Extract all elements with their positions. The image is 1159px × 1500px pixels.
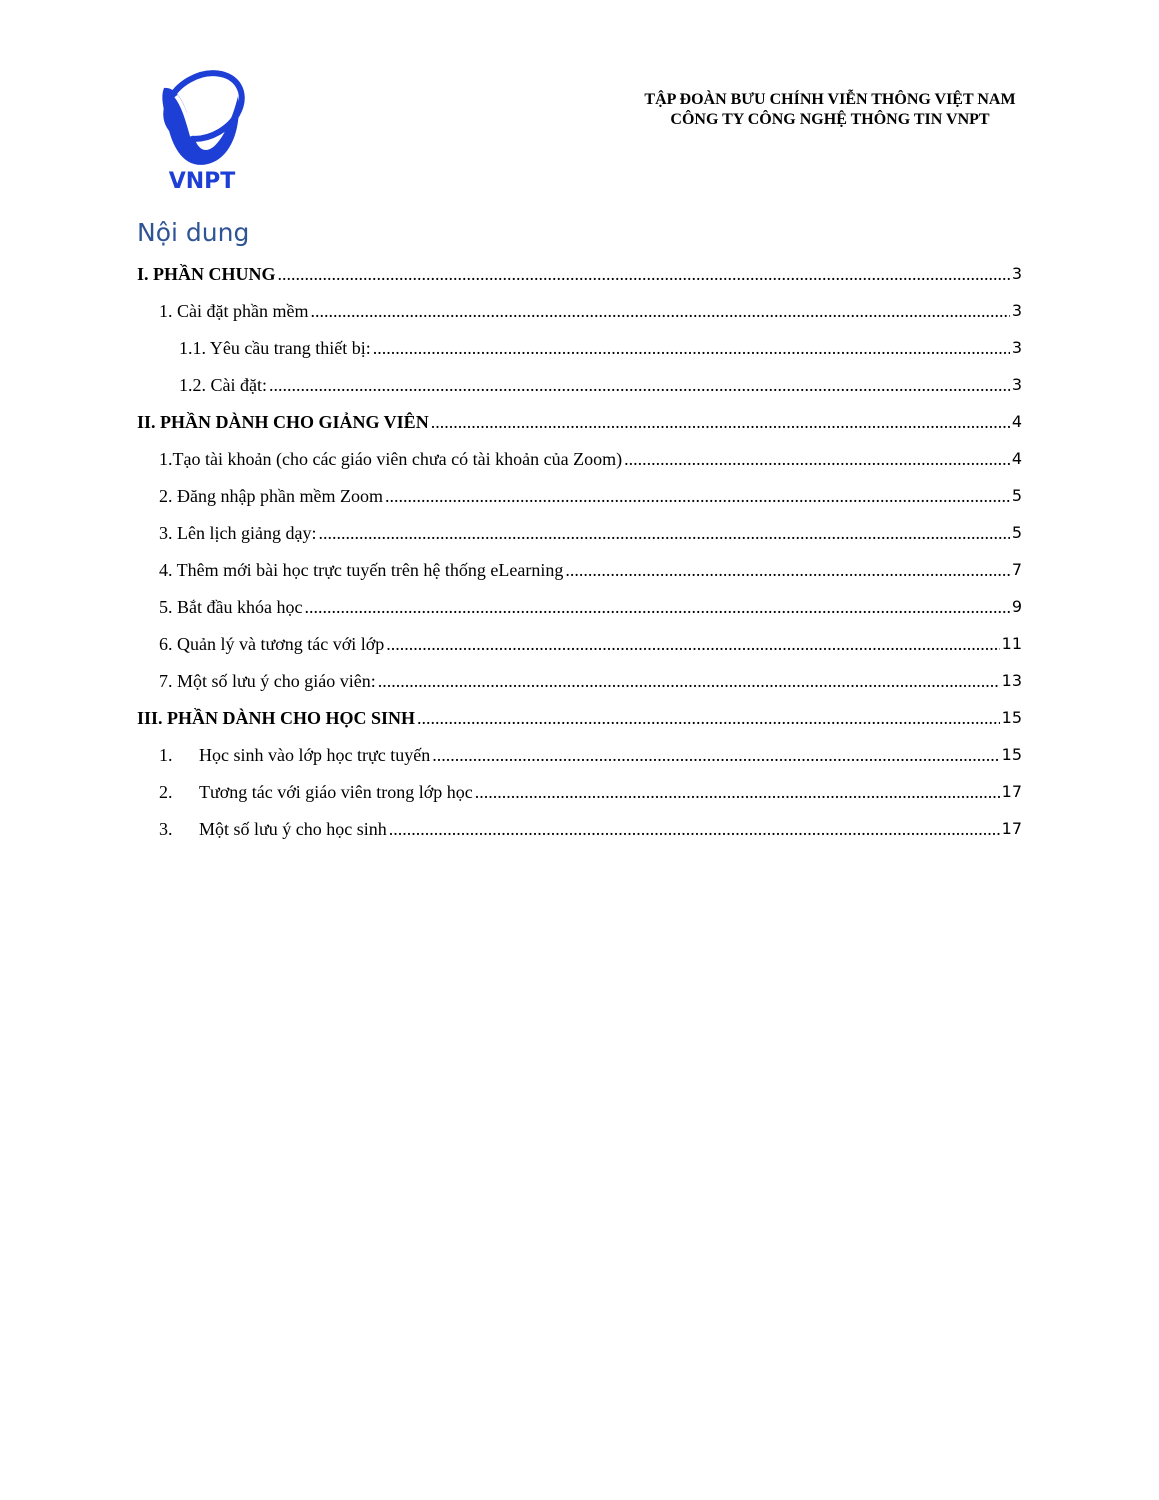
toc-leader <box>432 744 999 766</box>
toc-entry-page: 3 <box>1011 338 1022 357</box>
toc-entry-page: 5 <box>1011 523 1022 542</box>
toc-entry-label: II. PHẦN DÀNH CHO GIẢNG VIÊN <box>137 412 429 432</box>
toc-entry-page: 9 <box>1011 597 1022 616</box>
vnpt-logo <box>146 66 258 192</box>
toc-leader <box>378 670 1000 692</box>
toc-entry-page: 15 <box>1001 745 1022 764</box>
toc-title: Nội dung <box>137 218 250 247</box>
toc-entry-page: 15 <box>1001 708 1022 727</box>
toc-entry-label: 7. Một số lưu ý cho giáo viên: <box>159 671 376 691</box>
toc-leader <box>386 633 999 655</box>
toc-entry-text: Tương tác với giáo viên trong lớp học <box>199 782 473 802</box>
toc-entry-number: 2. <box>159 782 173 802</box>
toc-leader <box>624 448 1010 470</box>
toc-entry-page: 5 <box>1011 486 1022 505</box>
toc-entry[interactable] <box>137 662 1022 692</box>
toc-entry-label: 1. Cài đặt phần mềm <box>159 301 309 321</box>
toc-leader <box>389 818 1000 840</box>
toc-leader <box>385 485 1010 507</box>
toc-entry-page: 17 <box>1001 819 1022 838</box>
toc-entry-page: 3 <box>1011 301 1022 320</box>
toc-leader <box>417 707 1000 729</box>
toc-entry[interactable] <box>137 440 1022 470</box>
toc-entry-label: 5. Bắt đầu khóa học <box>159 597 303 617</box>
toc-entry[interactable] <box>137 403 1022 433</box>
toc-entry-label <box>159 744 430 766</box>
toc-entry-label: 1.1. Yêu cầu trang thiết bị: <box>179 338 371 358</box>
toc-entry-label: 2. Đăng nhập phần mềm Zoom <box>159 486 383 506</box>
toc-entry[interactable] <box>137 699 1022 729</box>
toc-entry[interactable] <box>137 736 1022 766</box>
toc-entry-page: 4 <box>1011 449 1022 468</box>
toc-entry[interactable] <box>137 477 1022 507</box>
toc-entry-label: 1.Tạo tài khoản (cho các giáo viên chưa có tài khoản của Zoom) <box>159 449 623 469</box>
toc-entry[interactable] <box>137 810 1022 840</box>
toc-entry-label: 3. Lên lịch giảng dạy: <box>159 523 317 543</box>
toc-entry[interactable] <box>137 551 1022 581</box>
toc-entry-page: 3 <box>1011 264 1022 283</box>
toc-leader <box>278 263 1010 285</box>
toc-entry[interactable] <box>137 588 1022 618</box>
toc-entry[interactable] <box>137 773 1022 803</box>
toc-entry-number: 3. <box>159 819 173 839</box>
company-header <box>560 90 1100 130</box>
toc-leader <box>310 300 1009 322</box>
toc-entry-label: 6. Quản lý và tương tác với lớp <box>159 634 385 654</box>
toc-leader <box>475 781 1000 803</box>
toc-entry[interactable] <box>137 625 1022 655</box>
toc-entry[interactable] <box>137 255 1022 285</box>
toc-entry-page: 7 <box>1011 560 1022 579</box>
toc-entry-page: 13 <box>1001 671 1022 690</box>
toc-entry[interactable] <box>137 366 1022 396</box>
toc-leader <box>318 522 1009 544</box>
company-line-2: CÔNG TY CÔNG NGHỆ THÔNG TIN VNPT <box>670 111 990 128</box>
toc-entry-text: Học sinh vào lớp học trực tuyến <box>199 745 431 765</box>
toc-leader <box>304 596 1009 618</box>
toc-entry-page: 4 <box>1011 412 1022 431</box>
toc-leader <box>431 411 1010 433</box>
toc-leader <box>373 337 1010 359</box>
toc-entry-number: 1. <box>159 745 173 765</box>
toc-entry-label: 4. Thêm mới bài học trực tuyến trên hệ thống eLearning <box>159 560 564 580</box>
toc-entry-page: 11 <box>1001 634 1022 653</box>
toc-entry-text: Một số lưu ý cho học sinh <box>199 819 387 839</box>
company-line-1: TẬP ĐOÀN BƯU CHÍNH VIỄN THÔNG VIỆT NAM <box>644 91 1016 108</box>
toc-entry-label: 1.2. Cài đặt: <box>179 375 267 395</box>
toc-entry-page: 17 <box>1001 782 1022 801</box>
toc-entry-label: I. PHẦN CHUNG <box>137 264 276 284</box>
toc-entry-label <box>159 818 387 840</box>
toc-entry-page: 3 <box>1011 375 1022 394</box>
toc-entry[interactable] <box>137 514 1022 544</box>
toc-entry-label <box>159 781 473 803</box>
logo-wordmark: VNPT <box>168 169 236 192</box>
toc-entry[interactable] <box>137 329 1022 359</box>
toc-entry-label: III. PHẦN DÀNH CHO HỌC SINH <box>137 708 416 728</box>
toc-leader <box>269 374 1010 396</box>
toc-entry[interactable] <box>137 292 1022 322</box>
toc-leader <box>565 559 1009 581</box>
